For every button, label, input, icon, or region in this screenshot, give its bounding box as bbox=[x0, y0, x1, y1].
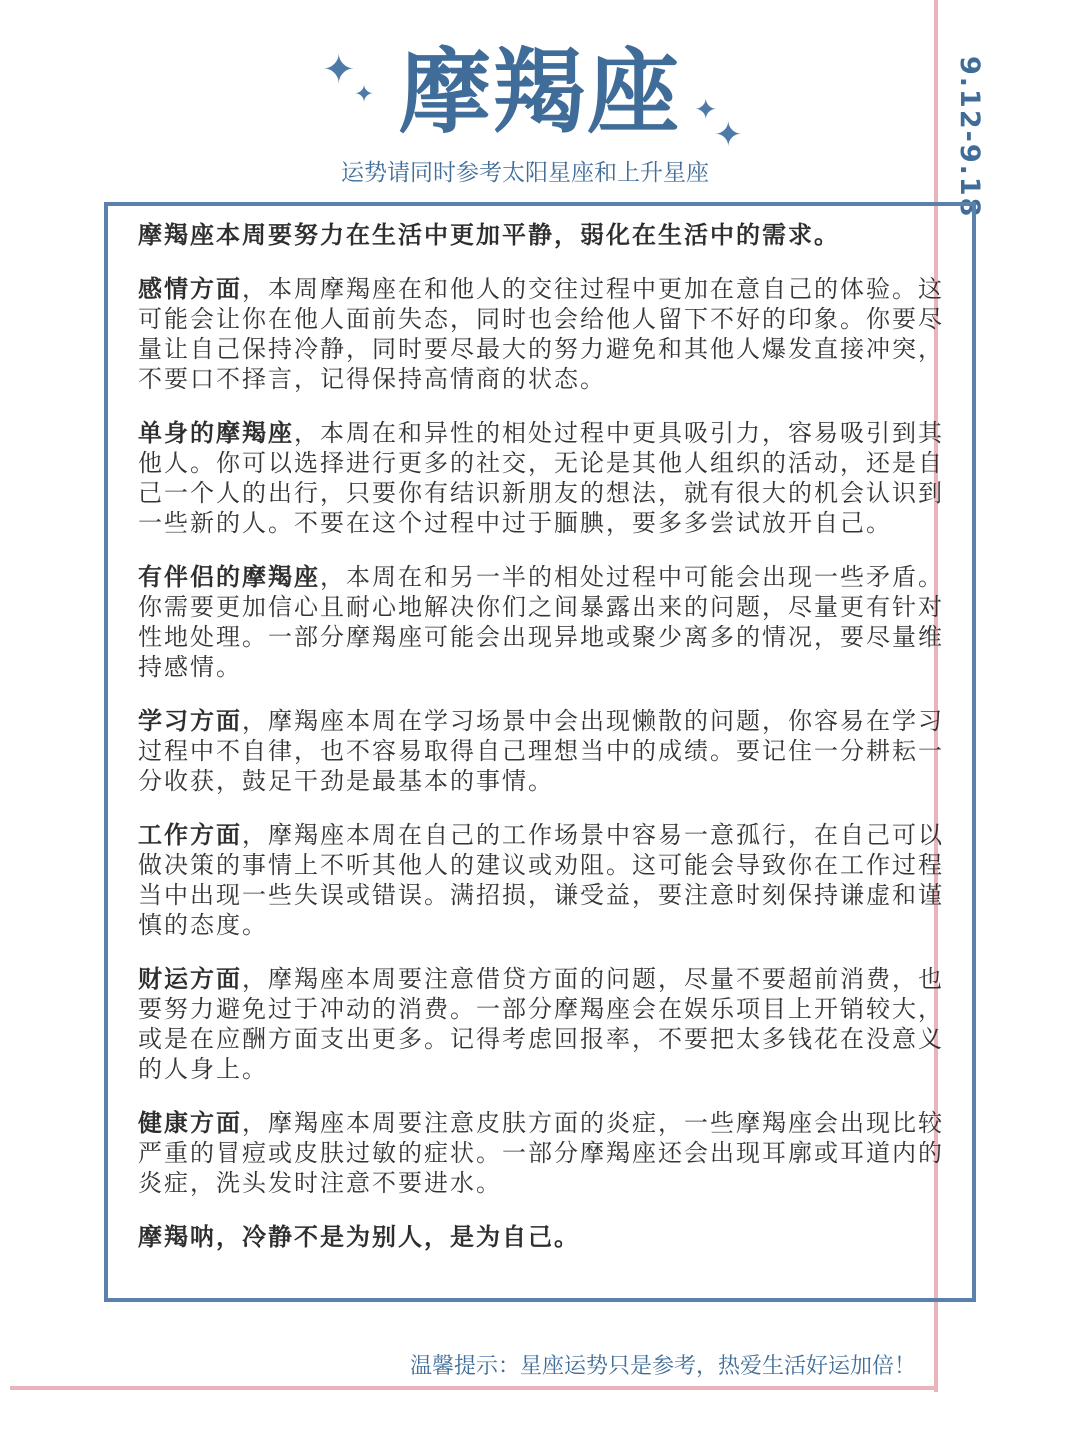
section-work bbox=[138, 820, 944, 940]
section-health bbox=[138, 1108, 944, 1198]
section-single bbox=[138, 418, 944, 538]
section-heading: 财运方面 bbox=[138, 965, 242, 993]
section-text: ，摩羯座本周在学习场景中会出现懒散的问题，你容易在学习过程中不自律，也不容易取得自己理想当中的成绩。要记住一分耕耘一分收获，鼓足干劲是最基本的事情。 bbox=[138, 707, 944, 795]
footer-tip: 温馨提示：星座运势只是参考，热爱生活好运加倍！ bbox=[410, 1354, 917, 1379]
page-title: 摩羯座 bbox=[398, 39, 681, 146]
section-text: ，摩羯座本周要注意皮肤方面的炎症，一些摩羯座会出现比较严重的冒痘或皮肤过敏的症状。一部分摩羯座还会出现耳廓或耳道内的炎症，洗头发时注意不要进水。 bbox=[138, 1109, 944, 1197]
section-heading: 工作方面 bbox=[138, 821, 242, 849]
section-partnered bbox=[138, 562, 944, 682]
section-heading: 感情方面 bbox=[138, 275, 242, 303]
section-heading: 单身的摩羯座 bbox=[138, 419, 294, 447]
sparkle-large-icon: ✦ bbox=[322, 47, 356, 93]
section-text: ，本周摩羯座在和他人的交往过程中更加在意自己的体验。这可能会让你在他人面前失态，同时也会给他人留下不好的印象。你要尽量让自己保持冷静，同时要尽最大的努力避免和其他人爆发直接冲突，不要口不择言，记得保持高情商的状态。 bbox=[138, 275, 944, 393]
section-text: ，本周在和异性的相处过程中更具吸引力，容易吸引到其他人。你可以选择进行更多的社交，无论是其他人组织的活动，还是自己一个人的出行，只要你有结识新朋友的想法，就有很大的机会认识到一些新的人。不要在这个过程中过于腼腆，要多多尝试放开自己。 bbox=[138, 419, 944, 537]
horoscope-content-box bbox=[104, 202, 976, 1302]
section-love bbox=[138, 274, 944, 394]
sparkle-large-icon: ✦ bbox=[714, 115, 743, 155]
section-heading: 学习方面 bbox=[138, 707, 242, 735]
section-heading: 健康方面 bbox=[138, 1109, 242, 1137]
section-finance bbox=[138, 964, 944, 1084]
closing-text: 摩羯呐，冷静不是为别人，是为自己。 bbox=[138, 1223, 580, 1251]
sparkle-small-icon: ✦ bbox=[354, 80, 375, 108]
page-subtitle: 运势请同时参考太阳星座和上升星座 bbox=[341, 160, 709, 186]
section-text: ，摩羯座本周要注意借贷方面的问题，尽量不要超前消费，也要努力避免过于冲动的消费。一部分摩羯座会在娱乐项目上开销较大，或是在应酬方面支出更多。记得考虑回报率，不要把太多钱花在没意义的人身上。 bbox=[138, 965, 944, 1083]
date-range: 9.12-9.18 bbox=[954, 56, 985, 219]
section-study bbox=[138, 706, 944, 796]
section-text: ，摩羯座本周在自己的工作场景中容易一意孤行，在自己可以做决策的事情上不听其他人的建议或劝阻。这可能会导致你在工作过程当中出现一些失误或错误。满招损，谦受益，要注意时刻保持谦虚和谨慎的态度。 bbox=[138, 821, 944, 939]
intro-text: 摩羯座本周要努力在生活中更加平静，弱化在生活中的需求。 bbox=[138, 221, 840, 249]
pink-horizontal-line bbox=[10, 1386, 938, 1390]
sparkle-medium-icon: ✦ bbox=[694, 93, 718, 126]
section-heading: 有伴侣的摩羯座 bbox=[138, 563, 320, 591]
section-text: ，本周在和另一半的相处过程中可能会出现一些矛盾。你需要更加信心且耐心地解决你们之间暴露出来的问题，尽量更有针对性地处理。一部分摩羯座可能会出现异地或聚少离多的情况，要尽量维持感情。 bbox=[138, 563, 944, 681]
